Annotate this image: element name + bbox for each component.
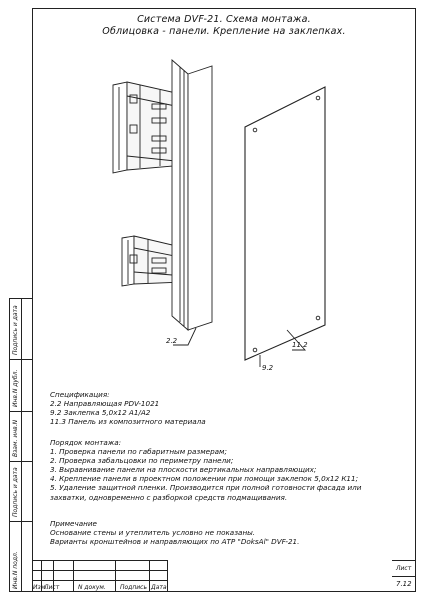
- stamp-col-sheet: Лист: [44, 584, 60, 591]
- side-label-sign-date: Подпись и дата: [12, 305, 19, 355]
- stamp-col-change: Изм.: [33, 584, 48, 591]
- procedure-heading: Порядок монтажа:: [50, 438, 122, 447]
- side-label-orig-inv: Инв.N подл.: [12, 551, 19, 589]
- stamp-col-date: Дата: [151, 584, 167, 591]
- side-label-replace-inv: Взам. инв.N: [12, 419, 19, 457]
- procedure-item: 3. Выравнивание панели на плоскости вертикальных направляющих;: [50, 465, 317, 475]
- callout-panel: 11.2: [292, 341, 308, 349]
- note-heading: Примечание: [50, 519, 97, 528]
- vertical-rail: [172, 60, 212, 330]
- note-item: Основание стены и утеплитель условно не показаны.: [50, 528, 256, 538]
- stamp-col-sign: Подпись: [120, 584, 147, 591]
- stamp-col-doc: N докум.: [78, 584, 106, 591]
- spec-item: 11.3 Панель из композитного материала: [50, 417, 206, 427]
- spec-item: 2.2 Направляющая PDV-1021: [50, 399, 160, 409]
- stamp-sheet-number: 7.12: [396, 580, 412, 588]
- stamp-sheet-label: Лист: [396, 565, 412, 572]
- specification-block: [50, 390, 206, 426]
- procedure-item: захватки, одновременно с разборкой средств подмащивания.: [50, 492, 288, 502]
- side-label-sign-date-2: Подпись и дата: [12, 467, 19, 517]
- procedure-item: 5. Удаление защитной пленки. Производится при полной готовности фасада или: [50, 483, 362, 493]
- drawing-title-line2: Облицовка - панели. Крепление на заклепках.: [102, 26, 346, 37]
- spec-item: 9.2 Заклепка 5,0х12 А1/А2: [50, 408, 151, 418]
- callout-rivet: 9.2: [262, 364, 274, 372]
- note-item: Варианты кронштейнов и направляющих по АТР "DoksAl" DVF-21.: [50, 537, 300, 547]
- callout-rail: 2.2: [166, 337, 178, 345]
- note-block: [50, 519, 299, 546]
- side-label-dup-inv: Инв.N дубл.: [12, 369, 19, 407]
- side-stamp-strip: [9, 298, 32, 592]
- procedure-item: 2. Проверка забальцовки по периметру панели;: [50, 456, 234, 466]
- composite-panel: [245, 87, 325, 360]
- spec-heading: Спецификация:: [50, 390, 110, 399]
- procedure-item: 4. Крепление панели в проектном положении при помощи заклепок 5,0х12 К11;: [50, 474, 358, 484]
- drawing-title-line1: Система DVF-21. Схема монтажа.: [137, 14, 311, 25]
- title-block-stamp: [32, 560, 416, 592]
- procedure-block: [50, 438, 361, 502]
- procedure-item: 1. Проверка панели по габаритным размерам;: [50, 447, 227, 457]
